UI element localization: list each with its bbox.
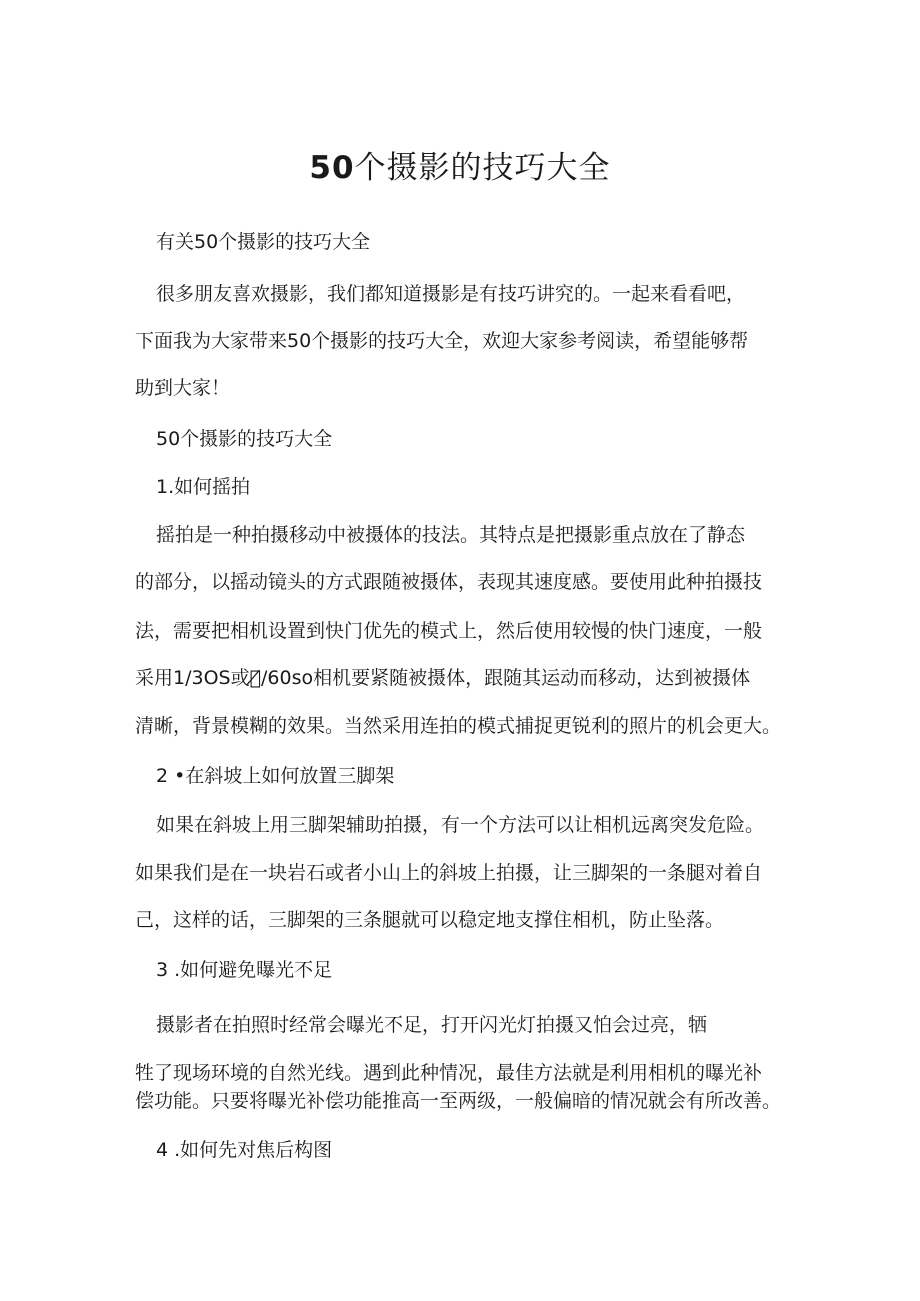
section-heading-3: 3 .如何避免曝光不足 [156, 959, 333, 981]
section-heading-4: 4 .如何先对焦后构图 [156, 1139, 333, 1161]
section-heading-2: 2 •在斜坡上如何放置三脚架 [156, 765, 395, 787]
paragraph-line: 摇拍是一种拍摄移动中被摄体的技法。其特点是把摄影重点放在了静态 [156, 524, 746, 546]
paragraph-line: 法，需要把相机设置到快门优先的模式上，然后使用较慢的快门速度，一般 [135, 620, 763, 642]
section-heading-1: 1.如何摇拍 [156, 476, 251, 498]
paragraph-line: 己，这样的话，三脚架的三条腿就可以稳定地支撑住相机，防止坠落。 [135, 909, 725, 931]
paragraph-line: 的部分，以摇动镜头的方式跟随被摄体，表现其速度感。要使用此种拍摄技 [135, 571, 763, 593]
paragraph-line: 如果我们是在一块岩石或者小山上的斜坡上拍摄，让三脚架的一条腿对着自 [135, 862, 763, 884]
intro-line: 很多朋友喜欢摄影，我们都知道摄影是有技巧讲究的。一起来看看吧， [156, 283, 746, 305]
paragraph-line: 采用1/3OS或者̸/60so相机要紧随被摄体，跟随其运动而移动，达到被摄体 [135, 667, 751, 689]
page-title [0, 146, 920, 190]
paragraph-line: 摄影者在拍照时经常会曝光不足，打开闪光灯拍摄又怕会过亮，牺 [156, 1014, 708, 1036]
paragraph-line: 如果在斜坡上用三脚架辅助拍摄，有一个方法可以让相机远离突发危险。 [156, 814, 765, 836]
paragraph-line: 清晰，背景模糊的效果。当然采用连拍的模式捕捉更锐利的照片的机会更大。 [135, 715, 782, 737]
intro-line: 下面我为大家带来50个摄影的技巧大全，欢迎大家参考阅读，希望能够帮 [135, 330, 749, 352]
intro-line: 助到大家！ [135, 377, 231, 399]
title-text: 个摄影的技巧大全 [354, 150, 611, 186]
title-number: 50 [309, 150, 355, 186]
paragraph-line: 牲了现场环境的自然光线。遇到此种情况，最佳方法就是利用相机的曝光补 [135, 1062, 763, 1084]
list-heading: 50个摄影的技巧大全 [156, 428, 333, 450]
subtitle: 有关50个摄影的技巧大全 [156, 231, 371, 253]
paragraph-line: 偿功能。只要将曝光补偿功能推高一至两级，一般偏暗的情况就会有所改善。 [135, 1090, 782, 1112]
